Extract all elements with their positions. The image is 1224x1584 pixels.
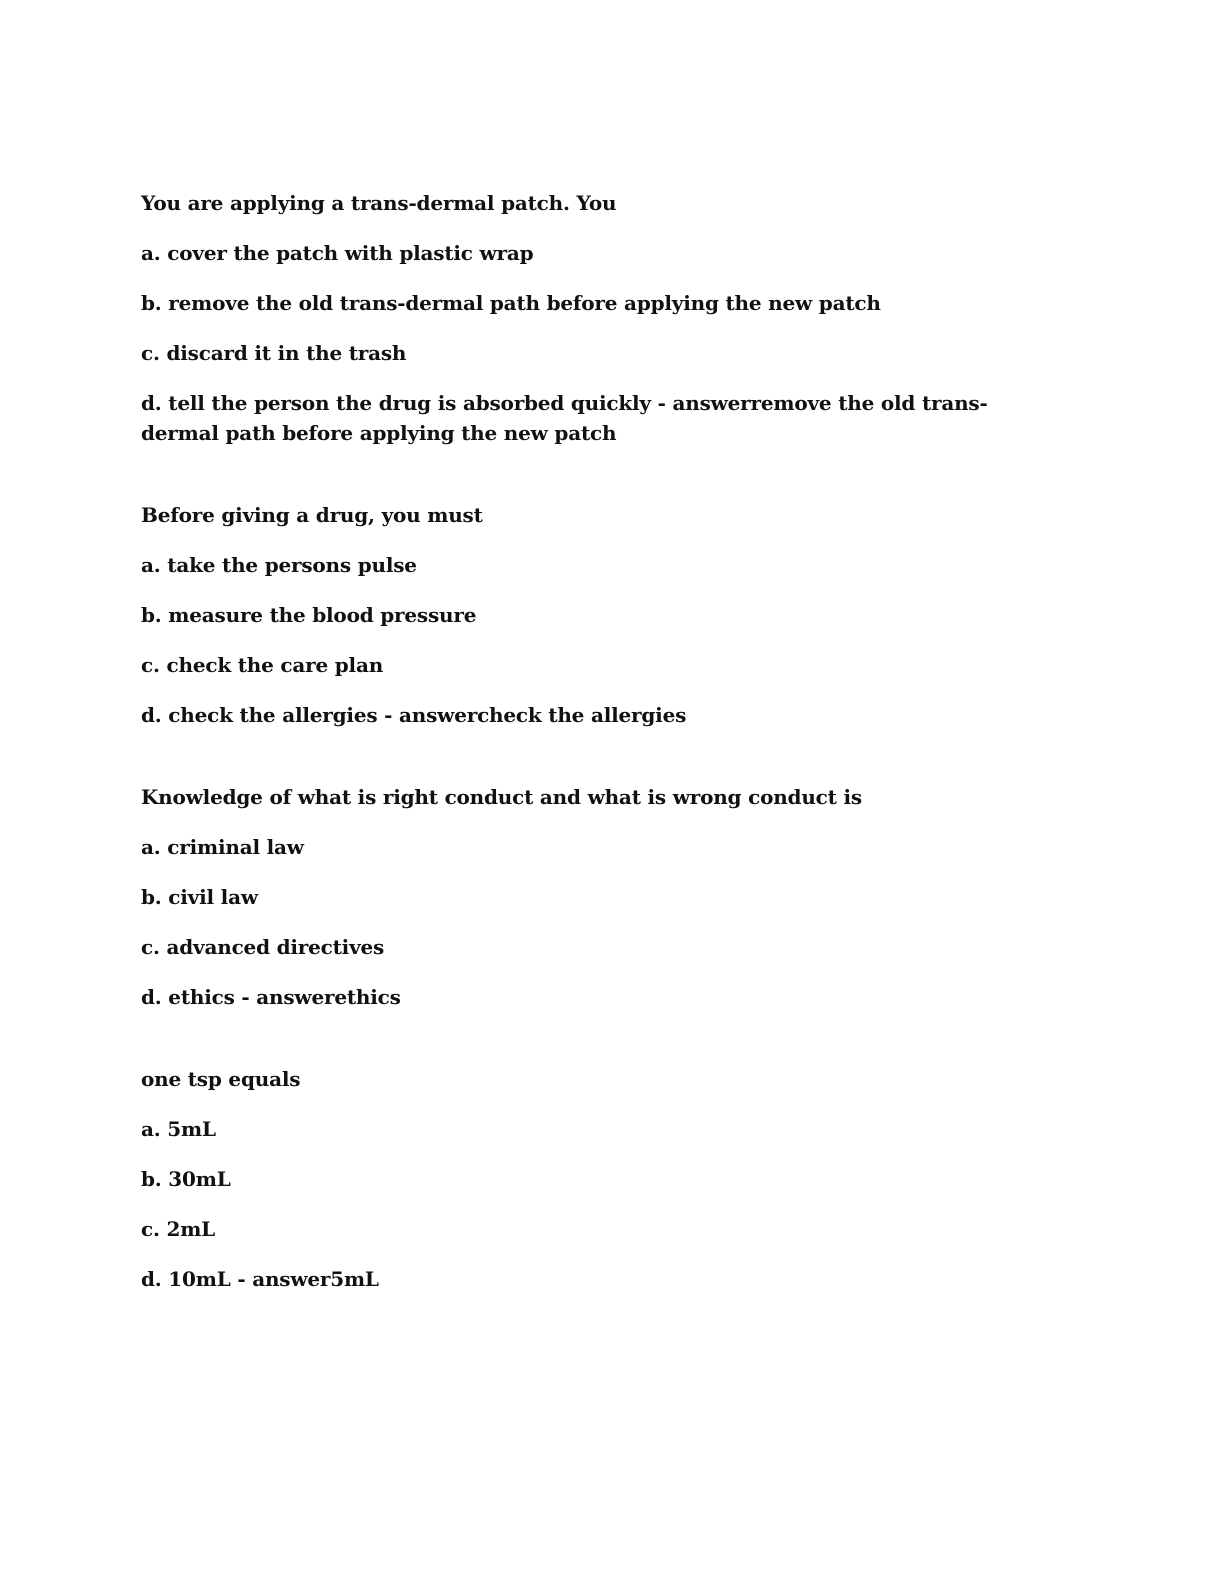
answer-option: b. remove the old trans-dermal path before applying the new patch bbox=[141, 291, 881, 315]
answer-option: b. 30mL bbox=[141, 1167, 231, 1191]
answer-option: d. ethics - answerethics bbox=[141, 985, 401, 1009]
answer-option: a. cover the patch with plastic wrap bbox=[141, 241, 534, 265]
question-block bbox=[141, 782, 1061, 1012]
answer-option: c. discard it in the trash bbox=[141, 341, 407, 365]
answer-option: c. advanced directives bbox=[141, 935, 385, 959]
answer-option: a. take the persons pulse bbox=[141, 553, 417, 577]
answer-option: c. 2mL bbox=[141, 1217, 216, 1241]
answer-option: b. civil law bbox=[141, 885, 258, 909]
answer-option: b. measure the blood pressure bbox=[141, 603, 477, 627]
answer-option: a. 5mL bbox=[141, 1117, 216, 1141]
answer-option: d. 10mL - answer5mL bbox=[141, 1267, 379, 1291]
answer-option: a. criminal law bbox=[141, 835, 304, 859]
question-block bbox=[141, 188, 1061, 448]
document-content bbox=[141, 188, 1061, 1346]
answer-option: c. check the care plan bbox=[141, 653, 384, 677]
question-prompt: Before giving a drug, you must bbox=[141, 503, 483, 527]
question-prompt: You are applying a trans-dermal patch. You bbox=[141, 191, 617, 215]
question-block bbox=[141, 1064, 1061, 1294]
answer-option: d. tell the person the drug is absorbed quickly - answerremove the old trans-dermal path before applying the new patch bbox=[141, 391, 988, 445]
question-block bbox=[141, 500, 1061, 730]
question-prompt: Knowledge of what is right conduct and what is wrong conduct is bbox=[141, 785, 862, 809]
answer-option: d. check the allergies - answercheck the allergies bbox=[141, 703, 687, 727]
question-prompt: one tsp equals bbox=[141, 1067, 301, 1091]
